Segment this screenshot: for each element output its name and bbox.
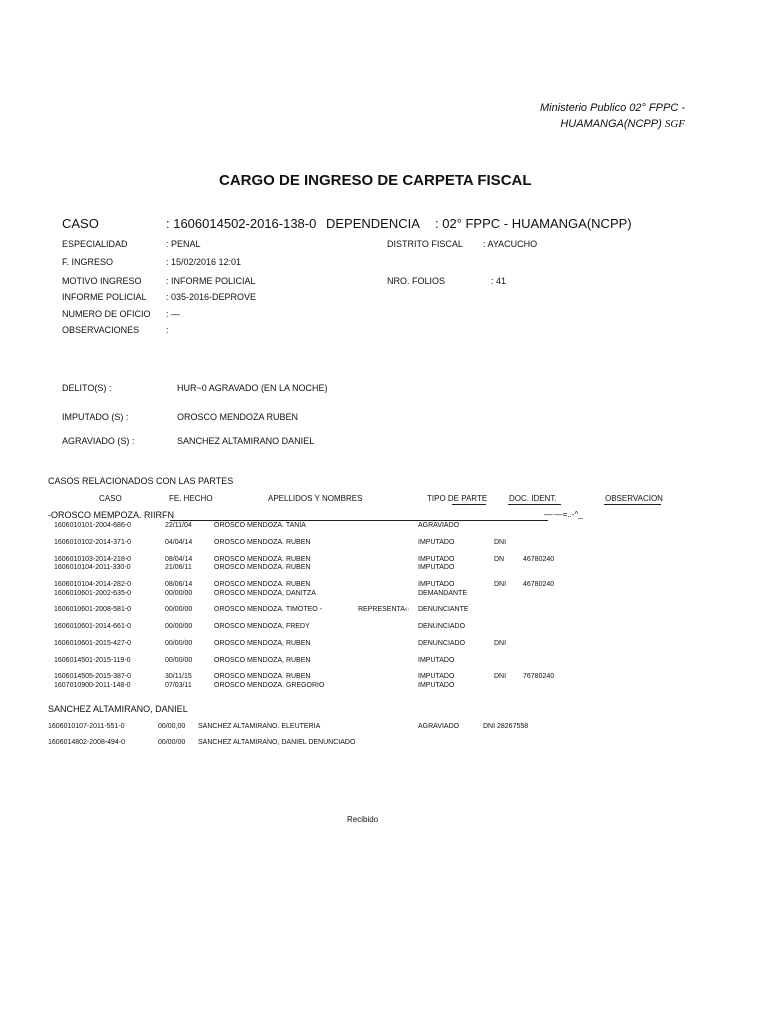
especialidad-value: : PENAL <box>166 239 201 249</box>
cell-nombre: OROSCO MENDOZA. GREGORIO <box>214 682 325 689</box>
col-fecha-header: FE. HECHO <box>169 494 213 503</box>
col-tipo-header: TIPO DE PARTE <box>427 494 488 503</box>
informe-policial-value: : 035-2016-DEPROVE <box>166 292 257 302</box>
cell-fecha: 00/00/00 <box>165 657 193 664</box>
cell-tipo: IMPUTADO <box>418 556 455 563</box>
cell-fecha: 30/11/15 <box>165 673 192 680</box>
cell-tipo: DEMANDANTE <box>418 590 468 597</box>
institution-header-dependency: HUAMANGA(NCPP) <box>560 118 662 130</box>
cell-tipo: DENUNCIANTE <box>418 606 469 613</box>
cell-nombre: OROSCO MENDOZA. RUBEN <box>214 539 311 546</box>
cell-tipo: IMPUTADO <box>418 581 455 588</box>
nro-folios-label: NRO. FOLIOS <box>387 276 446 286</box>
fecha-ingreso-label: F. INGRESO <box>62 257 114 267</box>
cell-caso: 1606010103-2014-218-0 <box>54 556 132 563</box>
cell-tipo: IMPUTADO <box>418 657 455 664</box>
cell-caso: 1606010102-2014-371-0 <box>54 539 132 546</box>
imputado-value: OROSCO MENDOZA RUBEN <box>177 412 299 422</box>
cell-nombre: OROSCO MENDOZA, RUBEN <box>214 640 311 647</box>
cell-fecha: 07/03/11 <box>165 682 192 689</box>
recibido-label: Recibido <box>347 815 379 824</box>
cell-tipo: IMPUTADO <box>418 673 455 680</box>
delito-label: DELITO(S) : <box>62 383 112 393</box>
cell-tipo: AGRAVIADO <box>418 723 460 730</box>
observaciones-value: : <box>166 325 169 335</box>
distrito-fiscal-value: : AYACUCHO <box>483 239 538 249</box>
cell-fecha: 08/04/14 <box>165 556 193 563</box>
cell-caso: 1606010601-2015-427-0 <box>54 640 132 647</box>
header-underline <box>604 504 661 505</box>
cell-caso: 1606010601-2002-635-0 <box>54 590 132 597</box>
cell-caso: 1606010101-2004-686-0 <box>54 522 132 529</box>
cell-nombre: OROSCO MENDOZA. RUBEN <box>214 673 311 680</box>
distrito-fiscal-label: DISTRITO FISCAL <box>387 239 463 249</box>
cell-fecha: 08/06/14 <box>165 581 193 588</box>
cell-nombre: OROSCO MENDOZA. RUBEN <box>214 581 311 588</box>
col-doc-header: DOC. IDENT. <box>509 494 557 503</box>
cell-tipo: AGRAVIADO <box>418 522 460 529</box>
cell-doc: DN <box>494 556 505 563</box>
cell-tipo: DENUNCIADO <box>418 640 466 647</box>
fecha-ingreso-value: : 15/02/2016 12:01 <box>166 257 242 267</box>
numero-oficio-label: NUMERO DE OFICIO <box>62 309 151 319</box>
cell-caso: 1606014501-2015-119-0 <box>54 657 131 664</box>
dependencia-label: DEPENDENCIA <box>326 216 420 231</box>
motivo-ingreso-label: MOTIVO INGRESO <box>62 276 142 286</box>
cell-fecha: 04/04/14 <box>165 539 193 546</box>
cell-tipo: IMPUTADO <box>418 564 455 571</box>
cell-fecha: 00/00/00 <box>165 590 193 597</box>
imputado-label: IMPUTADO (S) : <box>62 412 129 422</box>
agraviado-label: AGRAVIADO (S) : <box>62 436 135 446</box>
col-nombres-header: APELLIDOS Y NOMBRES <box>268 494 363 503</box>
cell-fecha: 00/00/00 <box>165 640 193 647</box>
header-underline <box>508 504 561 505</box>
cell-doc: DNI <box>494 581 507 588</box>
header-underline <box>452 504 486 505</box>
cell-nombre: SANCHEZ ALTAMIRANO. ELEUTERIA <box>198 723 321 730</box>
cell-caso: 1606010601-2008-581-0 <box>54 606 132 613</box>
cell-nombre: OROSCO MENDOZA. TANIA <box>214 522 306 529</box>
col-observacion-header: OBSERVACION <box>605 494 663 503</box>
cell-extra: REPRESENTA‹· <box>358 606 410 613</box>
cell-caso: 1607010900-2011-148-0 <box>54 682 131 689</box>
institution-header-line2 <box>560 118 685 130</box>
cell-fecha: 00/00/00 <box>158 739 186 746</box>
cell-doc: DNI <box>494 640 507 647</box>
cell-doc: DNI <box>494 673 507 680</box>
numero-oficio-value: : — <box>166 309 181 319</box>
cell-doc: DNI <box>494 539 507 546</box>
sgf-label: SGF <box>664 118 685 130</box>
cell-num: 46780240 <box>523 556 555 563</box>
agraviado-value: SANCHEZ ALTAMIRANO DANIEL <box>177 436 315 446</box>
cell-num: 76780240 <box>523 673 555 680</box>
group-underline <box>170 520 548 521</box>
group-name-sanchez: SANCHEZ ALTAMIRANO, DANIEL <box>48 704 188 714</box>
cell-nombre: OROSCO MENDOZA, DANITZA <box>214 590 316 597</box>
cell-caso: 1606010104-2011-330-0 <box>54 564 131 571</box>
col-caso-header: CASO <box>99 494 122 503</box>
cell-num: 46780240 <box>523 581 555 588</box>
cell-nombre: OROSCO MENDOZA. RUBEN <box>214 564 311 571</box>
cell-tipo: IMPUTADO <box>418 682 455 689</box>
cell-nombre: OROSCO MENDOZA, FREDY <box>214 623 310 630</box>
cell-fecha: 21/06/11 <box>165 564 192 571</box>
motivo-ingreso-value: : INFORME POLICIAL <box>166 276 256 286</box>
cell-tipo: IMPUTADO <box>418 539 455 546</box>
especialidad-label: ESPECIALIDAD <box>62 239 128 249</box>
observaciones-label: OBSERVACIONES <box>62 325 140 335</box>
group-mark: —·—=..-^_ <box>544 510 583 519</box>
caso-label: CASO <box>62 216 99 231</box>
group-name-orosco: -OROSCO MEMPOZA. RIIRFN <box>48 510 174 520</box>
cell-caso: 1606010104-2014-282-0 <box>54 581 132 588</box>
cell-fecha: 00/00/00 <box>165 623 193 630</box>
cell-caso: 1606010601-2014-661-0 <box>54 623 132 630</box>
delito-value: HUR~0 AGRAVADO (EN LA NOCHE) <box>177 383 328 393</box>
cell-caso: 1606014802-2008-494-0 <box>48 739 126 746</box>
cell-tipo: DENUNCIADO <box>418 623 466 630</box>
related-cases-heading: CASOS RELACIONADOS CON LAS PARTES <box>48 476 234 486</box>
cell-nombre: OROSCO MENDOZA. TIMOTEO - <box>214 606 322 613</box>
cell-fecha: 00/00/00 <box>165 606 193 613</box>
cell-fecha: 00/00,00 <box>158 723 186 730</box>
cell-nombre: OROSCO MENDOZA. RUBEN <box>214 556 311 563</box>
cell-fecha: 22/11/04 <box>165 522 192 529</box>
dependencia-value: : 02° FPPC - HUAMANGA(NCPP) <box>435 216 632 231</box>
cell-nombre: OROSCO MENDOZA, RUBEN <box>214 657 311 664</box>
caso-value: : 1606014502-2016-138-0 <box>166 216 317 231</box>
informe-policial-label: INFORME POLICIAL <box>62 292 147 302</box>
page-title: CARGO DE INGRESO DE CARPETA FISCAL <box>219 172 532 189</box>
cell-nombre: SANCHEZ ALTAMIRANO, DANIEL DENUNCIADO <box>198 739 356 746</box>
cell-doc: DNI 28267558 <box>483 723 529 730</box>
cell-caso: 1606010107-2011-551-0 <box>48 723 125 730</box>
institution-header-line1: Ministerio Publico 02° FPPC - <box>539 102 685 114</box>
nro-folios-value: : 41 <box>491 276 507 286</box>
cell-caso: 1606014505-2015-387-0 <box>54 673 132 680</box>
